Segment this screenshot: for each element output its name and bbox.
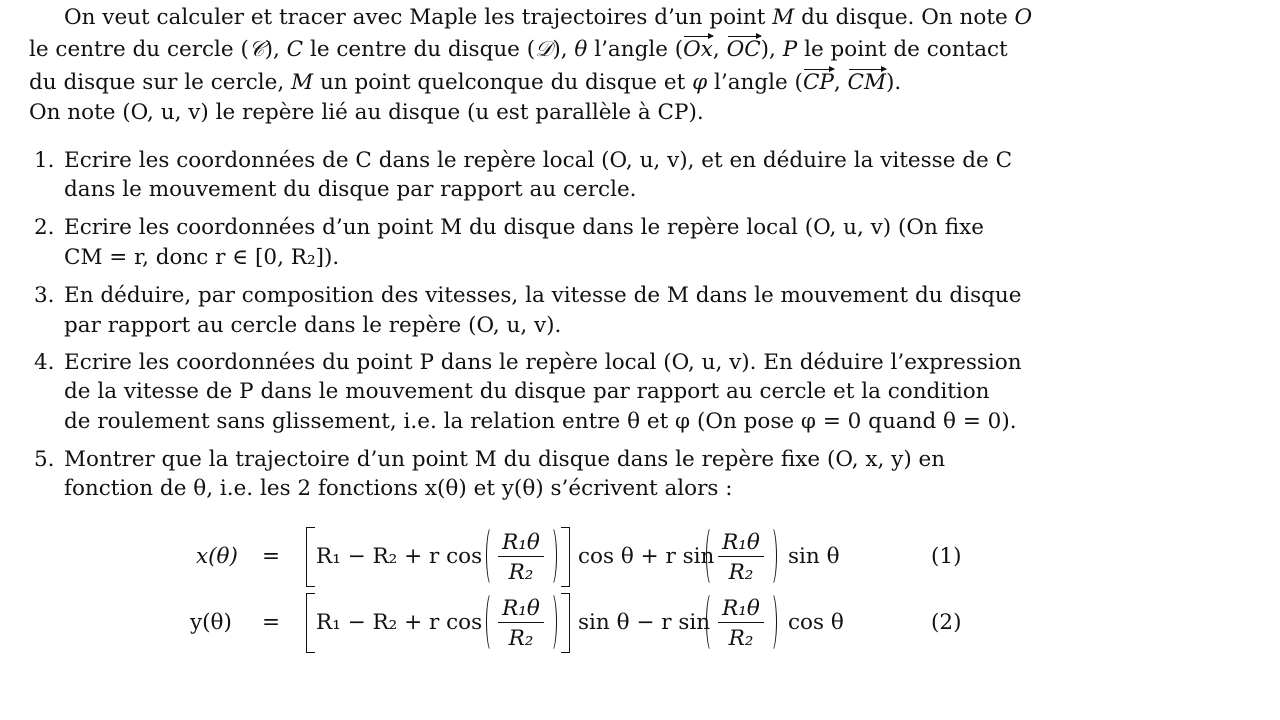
equation-number: (1)	[931, 544, 962, 569]
equation-term: sin θ − r sin	[578, 610, 711, 635]
intro-text: du disque sur le cercle,	[29, 70, 285, 95]
item-number: 5.	[34, 447, 55, 472]
equation-number: (2)	[931, 610, 962, 635]
equation-2	[0, 590, 1280, 656]
item-number: 2.	[34, 215, 55, 240]
item-number: 1.	[34, 148, 55, 173]
intro-line-4: On note (O, u, v) le repère lié au disque (u est parallèle à CP).	[29, 100, 704, 125]
equation-1	[0, 524, 1280, 590]
math-calC: 𝒞	[248, 37, 265, 62]
item-number: 3.	[34, 283, 55, 308]
fraction	[496, 590, 546, 654]
math-P: P	[782, 37, 798, 62]
vector-CP: CP	[802, 70, 834, 95]
item-3-line-2: par rapport au cercle dans le repère (O, u, v).	[64, 313, 562, 338]
intro-text: le point de contact	[804, 37, 1008, 62]
fraction-denominator: R₂	[508, 626, 534, 651]
right-paren	[546, 526, 557, 586]
fraction-numerator: R₁θ	[502, 596, 540, 621]
vector-OC: OC	[726, 37, 761, 62]
item-4-line-2: de la vitesse de P dans le mouvement du disque par rapport au cercle et la condition	[64, 379, 990, 404]
fraction-bar	[718, 556, 764, 557]
math-O: O	[1014, 5, 1033, 30]
equation-lhs: x(θ)	[196, 544, 238, 569]
right-paren	[546, 592, 557, 652]
math-M: M	[772, 5, 795, 30]
vector-CM: CM	[847, 70, 887, 95]
intro-text: ).	[886, 70, 902, 95]
item-2-line-2: CM = r, donc r ∈ [0, R₂]).	[64, 245, 340, 270]
math-M: M	[291, 70, 314, 95]
fraction-denominator: R₂	[728, 560, 754, 585]
fraction	[716, 524, 766, 588]
item-3-line-1: En déduire, par composition des vitesses, la vitesse de M dans le mouvement du disque	[64, 283, 1022, 308]
fraction-denominator: R₂	[508, 560, 534, 585]
math-theta: θ	[574, 37, 588, 62]
fraction-numerator: R₁θ	[502, 530, 540, 555]
math-calD: 𝒟	[535, 37, 553, 62]
right-paren	[766, 526, 777, 586]
item-1-line-2: dans le mouvement du disque par rapport au cercle.	[64, 177, 637, 202]
fraction-bar	[498, 622, 544, 623]
intro-text: l’angle (	[594, 37, 684, 62]
fraction-denominator: R₂	[728, 626, 754, 651]
math-phi: φ	[692, 70, 708, 95]
item-1-line-1: Ecrire les coordonnées de C dans le repère local (O, u, v), et en déduire la vitesse de C	[64, 148, 1013, 173]
left-bracket	[306, 527, 315, 587]
item-number: 4.	[34, 350, 55, 375]
fraction-bar	[718, 622, 764, 623]
equals-sign: =	[262, 544, 281, 569]
intro-text: le centre du cercle (	[29, 37, 249, 62]
intro-text: ),	[264, 37, 280, 62]
item-4-line-3: de roulement sans glissement, i.e. la relation entre θ et φ (On pose φ = 0 quand θ = 0).	[64, 409, 1017, 434]
equation-term: cos θ + r sin	[578, 544, 715, 569]
math-C: C	[286, 37, 304, 62]
intro-line-2: le centre du cercle (𝒞), C le centre du disque (𝒟), θ l’angle (Ox, OC), P le point de contact	[29, 37, 1008, 62]
fraction-numerator: R₁θ	[722, 596, 760, 621]
equation-lhs: y(θ)	[190, 610, 232, 635]
right-bracket	[561, 527, 570, 587]
fraction-bar	[498, 556, 544, 557]
intro-line-3: du disque sur le cercle, M un point quelconque du disque et φ l’angle (CP, CM).	[29, 70, 902, 95]
fraction	[496, 524, 546, 588]
intro-text: un point quelconque du disque et	[319, 70, 686, 95]
intro-text: l’angle (	[713, 70, 803, 95]
item-4-line-1: Ecrire les coordonnées du point P dans le repère local (O, u, v). En déduire l’expression	[64, 350, 1022, 375]
intro-text: On veut calculer et tracer avec Maple les trajectoires d’un point	[64, 5, 766, 30]
fraction-numerator: R₁θ	[722, 530, 760, 555]
equation-term: sin θ	[788, 544, 840, 569]
equation-term: R₁ − R₂ + r cos	[316, 544, 483, 569]
equation-term: cos θ	[788, 610, 844, 635]
equation-term: R₁ − R₂ + r cos	[316, 610, 483, 635]
vector-Ox: Ox	[683, 37, 713, 62]
equals-sign: =	[262, 610, 281, 635]
right-paren	[766, 592, 777, 652]
intro-text: du disque. On note	[801, 5, 1008, 30]
intro-text: ),	[552, 37, 568, 62]
intro-line-1	[64, 7, 1032, 29]
item-5-line-1: Montrer que la trajectoire d’un point M du disque dans le repère fixe (O, x, y) en	[64, 447, 946, 472]
fraction	[716, 590, 766, 654]
item-2-line-1: Ecrire les coordonnées d’un point M du disque dans le repère local (O, u, v) (On fixe	[64, 215, 984, 240]
right-bracket	[561, 593, 570, 653]
intro-text: ),	[760, 37, 776, 62]
left-bracket	[306, 593, 315, 653]
item-5-line-2: fonction de θ, i.e. les 2 fonctions x(θ) et y(θ) s’écrivent alors :	[64, 476, 733, 501]
intro-text: le centre du disque (	[309, 37, 536, 62]
